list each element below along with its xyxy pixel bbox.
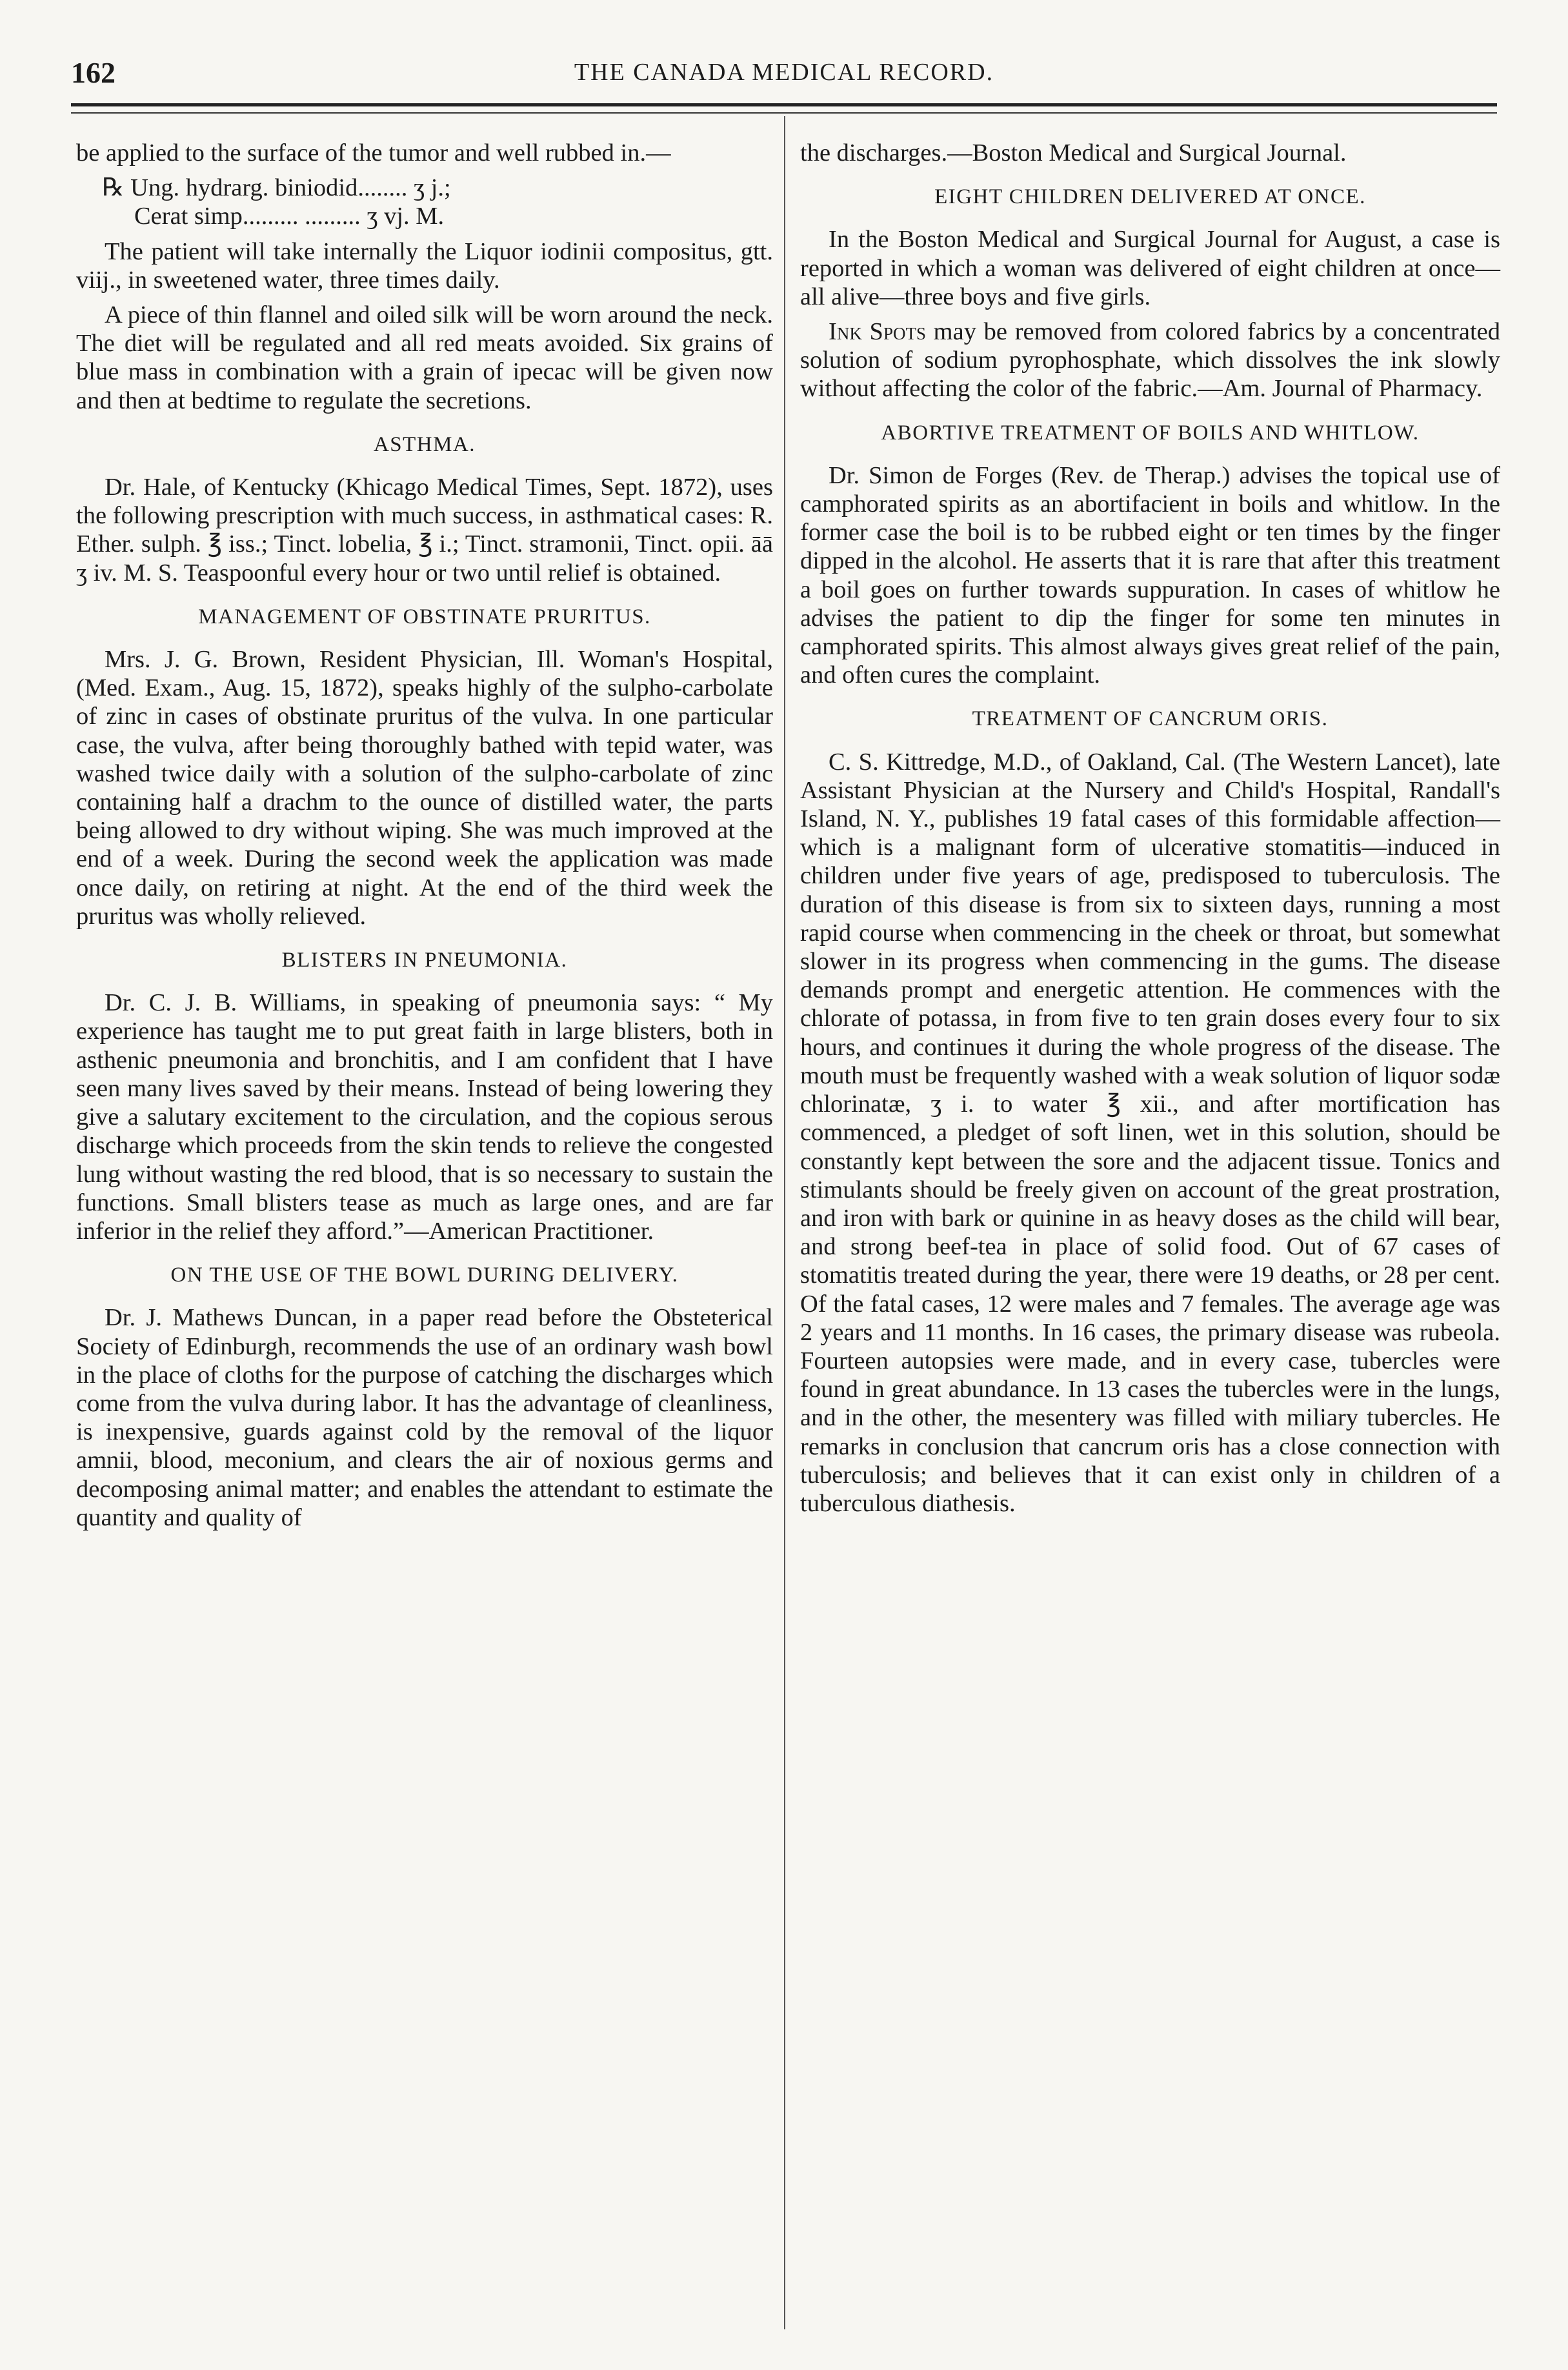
paragraph-text: may be removed from colored fabrics by a concentrated solution of sodium pyrophosphate, which dissolves the ink slowly without affecting the color of the fabric.—Am. Journal of Pharmacy. — [800, 318, 1500, 403]
paragraph-lead: Ink Spots — [829, 318, 926, 346]
section-heading: TREATMENT OF CANCRUM ORIS. — [972, 707, 1329, 731]
paragraph: A piece of thin flannel and oiled silk will be worn around the neck. The diet will be regulated and all red meats avoided. Six grains of blue mass in combination with a grain of ipecac will be given now and then at bedtime to regulate the secretions. — [76, 301, 773, 414]
prescription-line: ℞ Ung. hydrarg. biniodid........ ʒ j.; — [102, 174, 451, 202]
paragraph: Dr. C. J. B. Williams, in speaking of pneumonia says: “ My experience has taught me to put great faith in large blisters, both in asthenic pneumonia and bronchitis, and I am confident that I have seen many lives saved by their means. Instead of being lowering they give a salutary excitement to the circulation, and the copious serous discharge which proceeds from the skin tends to relieve the congested lung without wasting the red blood, that is so necessary to sustain the functions. Small blisters tease as much as large ones, and are far inferior in the relief they afford.”—American Practitioner. — [76, 989, 773, 1245]
paragraph: Dr. J. Mathews Duncan, in a paper read before the Obsteterical Society of Edinburgh, recommends the use of an ordinary wash bowl in the place of cloths for the purpose of catching the discharges which come from the vulva during labor. It has the advantage of cleanliness, is inexpensive, guards against cold by the removal of the liquor amnii, blood, meconium, and clears the air of noxious germs and decomposing animal matter; and enables the attendant to estimate the quantity and quality of — [76, 1304, 773, 1531]
left-column — [76, 139, 773, 1538]
page-header — [71, 55, 1497, 97]
column-divider — [784, 116, 785, 2329]
paragraph: be applied to the surface of the tumor and well rubbed in.— — [76, 139, 671, 166]
header-rule — [71, 103, 1497, 106]
paragraph: In the Boston Medical and Surgical Journal for August, a case is reported in which a woman was delivered of eight children at once—all alive—three boys and five girls. — [800, 226, 1500, 310]
section-heading: ABORTIVE TREATMENT OF BOILS AND WHITLOW. — [881, 421, 1420, 445]
paragraph: The patient will take internally the Liquor iodinii compositus, gtt. viij., in sweetened water, three times daily. — [76, 237, 773, 294]
right-column — [800, 139, 1500, 1524]
paragraph: Dr. Hale, of Kentucky (Khicago Medical Times, Sept. 1872), uses the following prescription with much success, in asthmatical cases: R. Ether. sulph. ℥ iss.; Tinct. lobelia, ℥ i.; Tinct. stramonii, Tinct. opii. āā ʒ iv. M. S. Teaspoonful every hour or two until relief is obtained. — [76, 474, 773, 587]
prescription — [102, 174, 773, 230]
paragraph: the discharges.—Boston Medical and Surgical Journal. — [800, 139, 1347, 166]
page-number: 162 — [71, 56, 116, 89]
paragraph: Dr. Simon de Forges (Rev. de Therap.) advises the topical use of camphorated spirits as an abortifacient in boils and whitlow. In the former case the boil is to be rubbed eight or ten times by the finger dipped in the alcohol. He asserts that it is rare that after this treatment a boil goes on further towards suppuration. In cases of whitlow he advises the patient to dip the finger for some ten minutes in camphorated spirits. This almost always gives great relief of the pain, and often cures the complaint. — [800, 461, 1500, 689]
section-heading: BLISTERS IN PNEUMONIA. — [281, 949, 568, 972]
paragraph — [800, 317, 1500, 403]
section-heading: ASTHMA. — [373, 432, 476, 456]
running-title: THE CANADA MEDICAL RECORD. — [574, 59, 994, 86]
section-heading: MANAGEMENT OF OBSTINATE PRURITUS. — [198, 605, 651, 628]
header-rule-thin — [71, 112, 1497, 114]
section-heading: ON THE USE OF THE BOWL DURING DELIVERY. — [170, 1263, 679, 1287]
section-heading: EIGHT CHILDREN DELIVERED AT ONCE. — [934, 185, 1366, 209]
paragraph: Mrs. J. G. Brown, Resident Physician, Ill. Woman's Hospital, (Med. Exam., Aug. 15, 1872), speaks highly of the sulpho-carbolate of zinc in cases of obstinate pruritus of the vulva. In one particular case, the vulva, after being thoroughly bathed with tepid water, was washed twice daily with a solution of the sulpho-carbolate of zinc containing half a drachm to the ounce of distilled water, the parts being allowed to dry without wiping. She was much improved at the end of a week. During the second week the application was made once daily, on retiring at night. At the end of the third week the pruritus was wholly relieved. — [76, 646, 773, 930]
paragraph: C. S. Kittredge, M.D., of Oakland, Cal. (The Western Lancet), late Assistant Physician at the Nursery and Child's Hospital, Randall's Island, N. Y., publishes 19 fatal cases of this formidable affection—which is a malignant form of ulcerative stomatitis—induced in children under five years of age, predisposed to tuberculosis. The duration of this disease is from six to sixteen days, running a most rapid course when commencing in the cheek or throat, but somewhat slower in its progress when commencing in the gums. The disease demands prompt and energetic attention. He commences with the chlorate of potassa, in from five to ten grain doses every four to six hours, and continues it during the whole progress of the disease. The mouth must be frequently washed with a weak solution of liquor sodæ chlorinatæ, ʒ i. to water ℥ xii., and after mortification has commenced, a pledget of soft linen, wet in this solution, should be constantly kept between the sore and the adjacent tissue. Tonics and stimulants should be freely given on account of the great prostration, and iron with bark or quinine in as heavy doses as the child will bear, and strong beef-tea in place of solid food. Out of 67 cases of stomatitis treated during the year, there were 19 deaths, or 28 per cent. Of the fatal cases, 12 were males and 7 females. The average age was 2 years and 11 months. In 16 cases, the primary disease was rubeola. Fourteen autopsies were made, and in every case, tubercles were found in great abundance. In 13 cases the tubercles were in the lungs, and in the other, the mesentery was filled with miliary tubercles. He remarks in conclusion that cancrum oris has a close connection with tuberculosis; and believes that it can exist only in children of a tuberculous diathesis. — [800, 748, 1500, 1517]
prescription-line: Cerat simp......... ......... ʒ vj. M. — [134, 203, 445, 230]
